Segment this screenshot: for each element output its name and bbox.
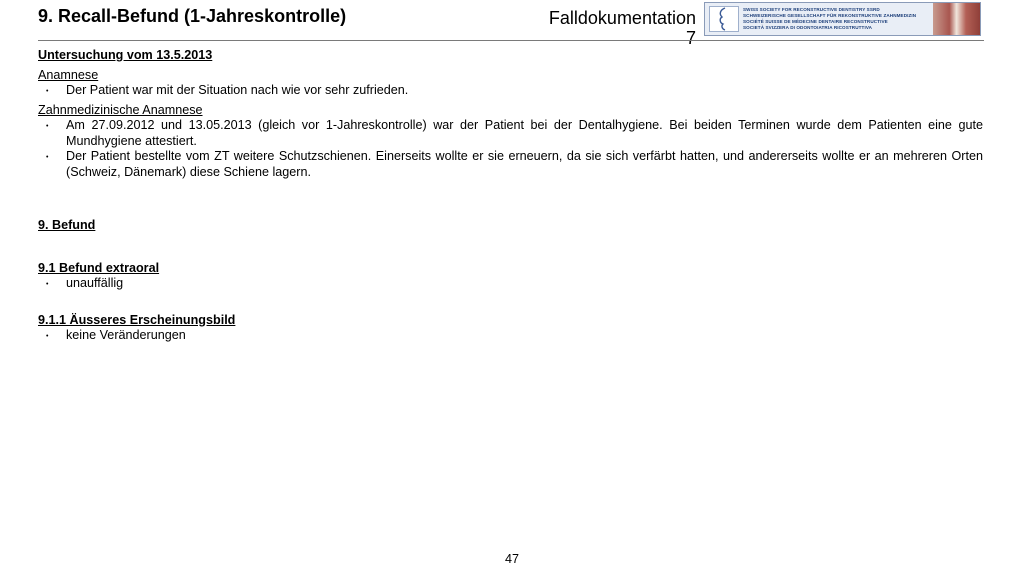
- erscheinung-heading: 9.1.1 Äusseres Erscheinungsbild: [38, 312, 236, 327]
- zahn-anamnese-label: Zahnmedizinische Anamnese: [38, 102, 203, 117]
- erscheinung-list: [38, 328, 983, 344]
- logo-line: SOCIÉTÉ SUISSE DE MÉDECINE DENTAIRE RECONSTRUCTIVE: [743, 19, 888, 24]
- slide-title: 9. Recall-Befund (1-Jahreskontrolle): [38, 6, 347, 26]
- anamnese-label: Anamnese: [38, 67, 99, 82]
- document-label: Falldokumentation: [548, 8, 696, 28]
- list-item: • unauffällig: [38, 276, 983, 292]
- page-number: 47: [504, 552, 519, 566]
- logo-line: SOCIETÀ SVIZZERA DI ODONTOIATRIA RICOSTRUTTIVA: [743, 24, 873, 30]
- dental-photo: [933, 3, 980, 35]
- list-item: • Der Patient war mit der Situation nach wie vor sehr zufrieden.: [38, 83, 983, 99]
- befund-heading: 9. Befund: [38, 218, 96, 232]
- logo-text: [743, 3, 933, 35]
- zahn-anamnese-list: [38, 118, 983, 180]
- header-divider: [38, 40, 984, 41]
- slide-content: [38, 48, 983, 344]
- exam-heading: Untersuchung vom 13.5.2013: [38, 48, 213, 62]
- case-number: 7: [685, 28, 696, 48]
- list-item: • Der Patient bestellte vom ZT weitere Schutzschienen. Einerseits wollte er sie erneuern, da sie sich verfärbt hatten, und andererseits wollte er an mehreren Orten (Schweiz, Dänemark) diese Schiene lagern.: [38, 149, 983, 180]
- anamnese-list: [38, 83, 983, 99]
- list-item: • Am 27.09.2012 und 13.05.2013 (gleich vor 1-Jahreskontrolle) war der Patient bei der Dentalhygiene. Bei beiden Terminen wurde dem Patienten eine gute Mundhygiene attestiert.: [38, 118, 983, 149]
- logo-line: SWISS SOCIETY FOR RECONSTRUCTIVE DENTISTRY SSRD: [743, 7, 880, 13]
- list-item: • keine Veränderungen: [38, 328, 983, 344]
- extraoral-heading: 9.1 Befund extraoral: [38, 260, 160, 275]
- extraoral-list: [38, 276, 983, 292]
- tooth-profile-icon: [709, 6, 739, 32]
- document-label-block: [530, 8, 696, 48]
- ssrd-logo: [704, 2, 981, 36]
- logo-line: SCHWEIZERISCHE GESELLSCHAFT FÜR REKONSTRUKTIVE ZAHNMEDIZIN: [743, 13, 917, 19]
